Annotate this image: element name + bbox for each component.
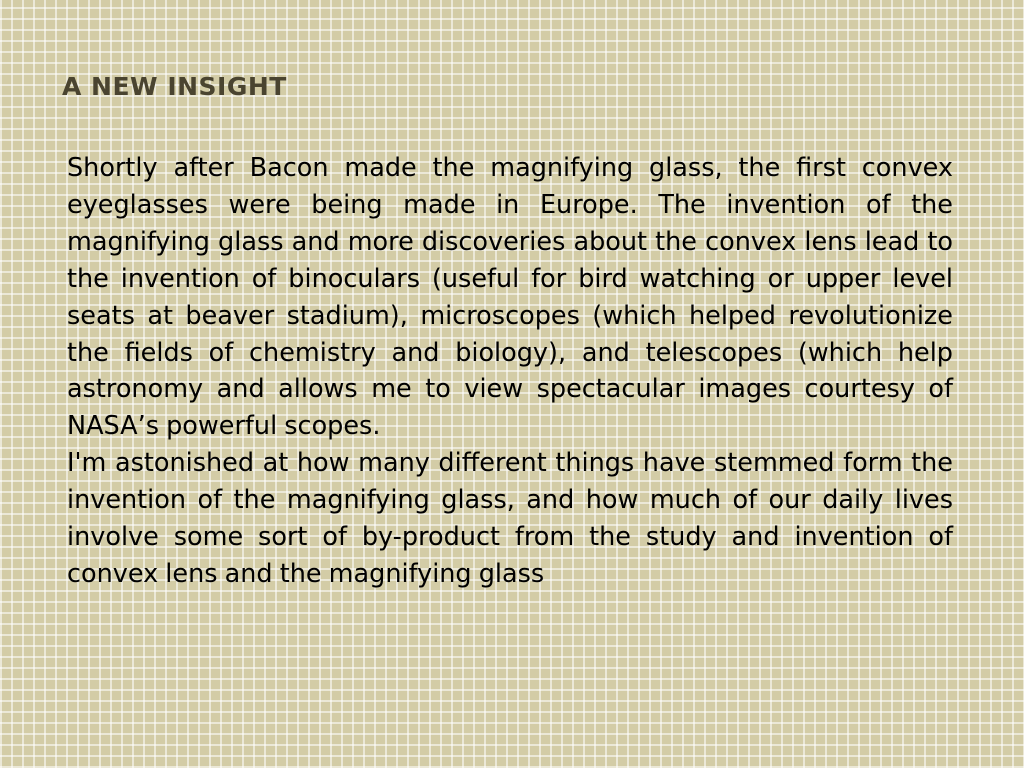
body-paragraph-1: Shortly after Bacon made the magnifying glass, the first convex eyeglasses were being made in Europe. The invention of the magnifying glass and more discoveries about the convex lens lead to the invention of binoculars (useful for bird watching or upper level seats at beaver stadium), microscopes (which helped revolutionize the fields of chemistry and biology), and telescopes (which help astronomy and allows me to view spectacular images courtesy of NASA’s powerful scopes.: [67, 153, 953, 442]
slide-body: [67, 150, 953, 593]
slide-title: A NEW INSIGHT: [62, 72, 287, 101]
body-paragraph-2: I'm astonished at how many different things have stemmed form the invention of the magnifying glass, and how much of our daily lives involve some sort of by-product from the study and invention of convex lens and the magnifying glass: [67, 448, 953, 589]
